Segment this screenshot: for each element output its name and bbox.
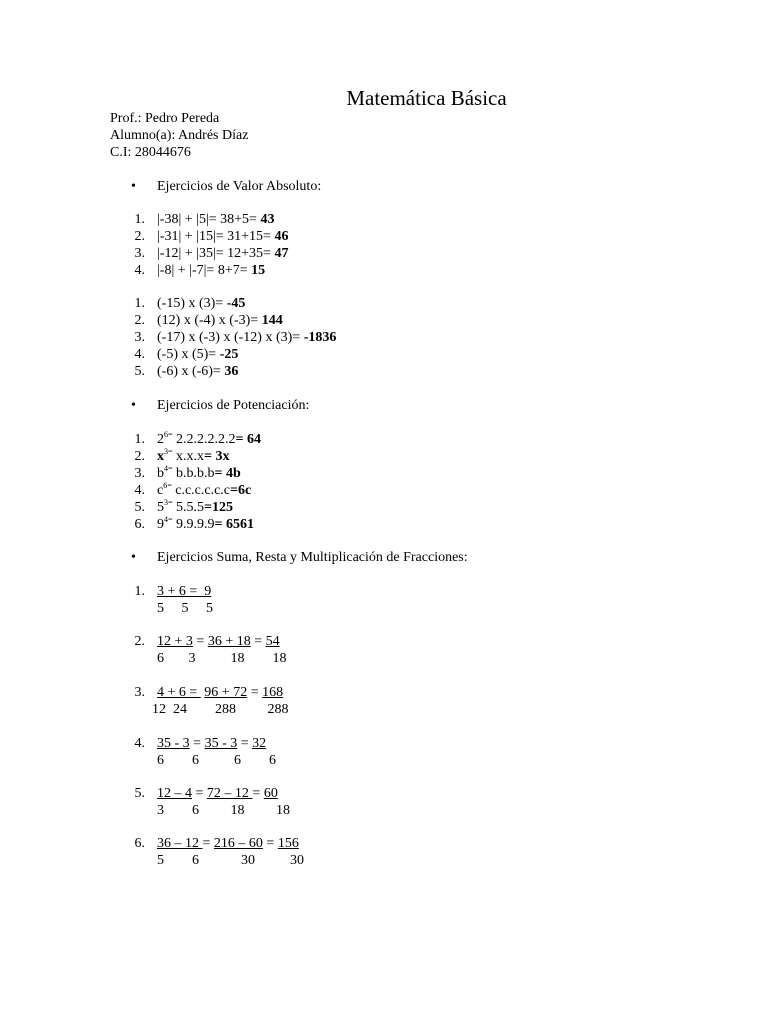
list-item xyxy=(157,228,288,245)
operator: = xyxy=(192,786,207,801)
expression: |-8| + |-7|= 8+7= xyxy=(157,263,252,278)
expression: (-15) x (3)= xyxy=(157,296,227,311)
fraction-denominator-line: 5 6 30 30 xyxy=(157,853,304,868)
list-number: 3. xyxy=(134,685,145,700)
list-item xyxy=(157,448,230,465)
result: -45 xyxy=(226,296,246,311)
fraction-numerator-line xyxy=(157,633,280,650)
numerator-term: 35 - 3 xyxy=(157,736,190,751)
result: 6c xyxy=(238,483,252,498)
list-item xyxy=(157,295,245,312)
list-item xyxy=(157,482,251,499)
id-line: C.I: 28044676 xyxy=(110,145,191,160)
result: 64 xyxy=(247,432,261,447)
expression: (12) x (-4) x (-3)= xyxy=(157,313,262,328)
numerator-term: 4 + 6 = xyxy=(157,685,201,700)
list-item xyxy=(157,499,233,516)
power-base: 2 xyxy=(157,432,164,447)
numerator-term: 36 – 12 xyxy=(157,836,203,851)
list-number: 5. xyxy=(134,786,145,801)
expression: (-17) x (-3) x (-12) x (3)= xyxy=(157,330,304,345)
power-exponent: 3= xyxy=(164,447,173,456)
list-number: 1. xyxy=(134,584,145,599)
operator: = xyxy=(189,736,205,751)
expansion: c.c.c.c.c.c xyxy=(171,483,231,498)
result: -25 xyxy=(219,347,239,362)
result: 4b xyxy=(226,466,241,481)
result: 6561 xyxy=(226,517,254,532)
professor-line: Prof.: Pedro Pereda xyxy=(110,111,220,126)
power-exponent: 3= xyxy=(164,498,173,507)
list-number: 2. xyxy=(134,229,145,244)
numerator-term: 168 xyxy=(262,685,284,700)
numerator-term: 32 xyxy=(252,736,267,751)
list-number: 5. xyxy=(134,500,145,515)
list-item xyxy=(157,346,238,363)
result: -1836 xyxy=(303,330,337,345)
result: 43 xyxy=(260,212,275,227)
result: 125 xyxy=(212,500,233,515)
numerator-term: 36 + 18 xyxy=(207,634,251,649)
list-number: 4. xyxy=(134,263,145,278)
list-number: 4. xyxy=(134,736,145,751)
result: 15 xyxy=(251,263,266,278)
operator: = xyxy=(247,685,263,700)
result: 36 xyxy=(224,364,239,379)
fraction-numerator-line xyxy=(157,583,211,600)
numerator-expression: 3 + 6 = 9 xyxy=(157,584,212,599)
expression: |-38| + |5|= 38+5= xyxy=(157,212,261,227)
result: 46 xyxy=(274,229,289,244)
list-item xyxy=(157,465,241,482)
page-title: Matemática Básica xyxy=(346,86,507,110)
list-number: 1. xyxy=(134,432,145,447)
equals: = xyxy=(235,432,247,447)
list-item xyxy=(157,312,283,329)
numerator-term: 216 – 60 xyxy=(213,836,263,851)
equals: = xyxy=(204,449,216,464)
expression: |-12| + |35|= 12+35= xyxy=(157,246,275,261)
expression: (-5) x (5)= xyxy=(157,347,220,362)
list-number: 2. xyxy=(134,449,145,464)
fraction-numerator-line xyxy=(157,684,283,701)
numerator-term: 12 + 3 xyxy=(157,634,193,649)
list-number: 6. xyxy=(134,517,145,532)
expression: |-31| + |15|= 31+15= xyxy=(157,229,275,244)
section-heading-powers: Ejercicios de Potenciación: xyxy=(157,398,310,413)
equals: = xyxy=(214,517,226,532)
numerator-term: 72 – 12 xyxy=(206,786,253,801)
list-item xyxy=(157,431,261,448)
fraction-denominator-line: 12 24 288 288 xyxy=(152,702,289,717)
numerator-term: 12 – 4 xyxy=(157,786,192,801)
list-item xyxy=(157,245,288,262)
list-number: 4. xyxy=(134,483,145,498)
bullet-icon: • xyxy=(131,179,136,194)
fraction-denominator-line: 6 3 18 18 xyxy=(157,651,287,666)
list-item xyxy=(157,211,274,228)
power-base: x xyxy=(157,449,164,464)
list-number: 4. xyxy=(134,347,145,362)
operator: = xyxy=(237,736,253,751)
power-base: c xyxy=(157,483,164,498)
expansion: 5.5.5 xyxy=(172,500,205,515)
power-exponent: 4= xyxy=(164,464,173,473)
list-item xyxy=(157,363,238,380)
list-number: 3. xyxy=(134,330,145,345)
expansion: 2.2.2.2.2.2 xyxy=(172,432,236,447)
power-exponent: 4= xyxy=(164,515,173,524)
section-heading-absolute: Ejercicios de Valor Absoluto: xyxy=(157,179,322,194)
result: 144 xyxy=(261,313,283,328)
power-base: 9 xyxy=(157,517,164,532)
power-exponent: 6= xyxy=(164,430,173,439)
list-number: 1. xyxy=(134,212,145,227)
expansion: 9.9.9.9 xyxy=(172,517,215,532)
numerator-term: 60 xyxy=(263,786,278,801)
list-number: 5. xyxy=(134,364,145,379)
numerator-term: 54 xyxy=(265,634,280,649)
list-number: 3. xyxy=(134,466,145,481)
list-number: 3. xyxy=(134,246,145,261)
bullet-icon: • xyxy=(131,550,136,565)
power-base: b xyxy=(157,466,164,481)
list-number: 2. xyxy=(134,634,145,649)
result: 47 xyxy=(274,246,289,261)
list-item xyxy=(157,516,254,533)
equals: = xyxy=(230,483,239,498)
numerator-term: 35 - 3 xyxy=(204,736,238,751)
operator: = xyxy=(252,786,264,801)
fraction-denominator-line: 6 6 6 6 xyxy=(157,753,276,768)
list-item xyxy=(157,262,265,279)
expansion: x.x.x xyxy=(172,449,205,464)
fraction-denominator-line: 3 6 18 18 xyxy=(157,803,290,818)
fraction-denominator-line: 5 5 5 xyxy=(157,601,213,616)
equals: = xyxy=(204,500,212,515)
expansion: b.b.b.b xyxy=(172,466,215,481)
fraction-numerator-line xyxy=(157,735,266,752)
expression: (-6) x (-6)= xyxy=(157,364,225,379)
fraction-numerator-line xyxy=(157,785,278,802)
student-line: Alumno(a): Andrés Díaz xyxy=(110,128,249,143)
numerator-term: 96 + 72 xyxy=(204,685,248,700)
list-number: 2. xyxy=(134,313,145,328)
list-number: 1. xyxy=(134,296,145,311)
list-item xyxy=(157,329,336,346)
operator: = xyxy=(202,836,214,851)
fraction-numerator-line xyxy=(157,835,299,852)
operator: = xyxy=(250,634,266,649)
power-base: 5 xyxy=(157,500,164,515)
equals: = xyxy=(214,466,226,481)
power-exponent: 6= xyxy=(163,481,172,490)
list-number: 6. xyxy=(134,836,145,851)
operator: = xyxy=(262,836,278,851)
result: 3x xyxy=(215,449,230,464)
operator: = xyxy=(192,634,208,649)
bullet-icon: • xyxy=(131,398,136,413)
numerator-term: 156 xyxy=(277,836,299,851)
section-heading-fractions: Ejercicios Suma, Resta y Multiplicación de Fracciones: xyxy=(157,550,468,565)
